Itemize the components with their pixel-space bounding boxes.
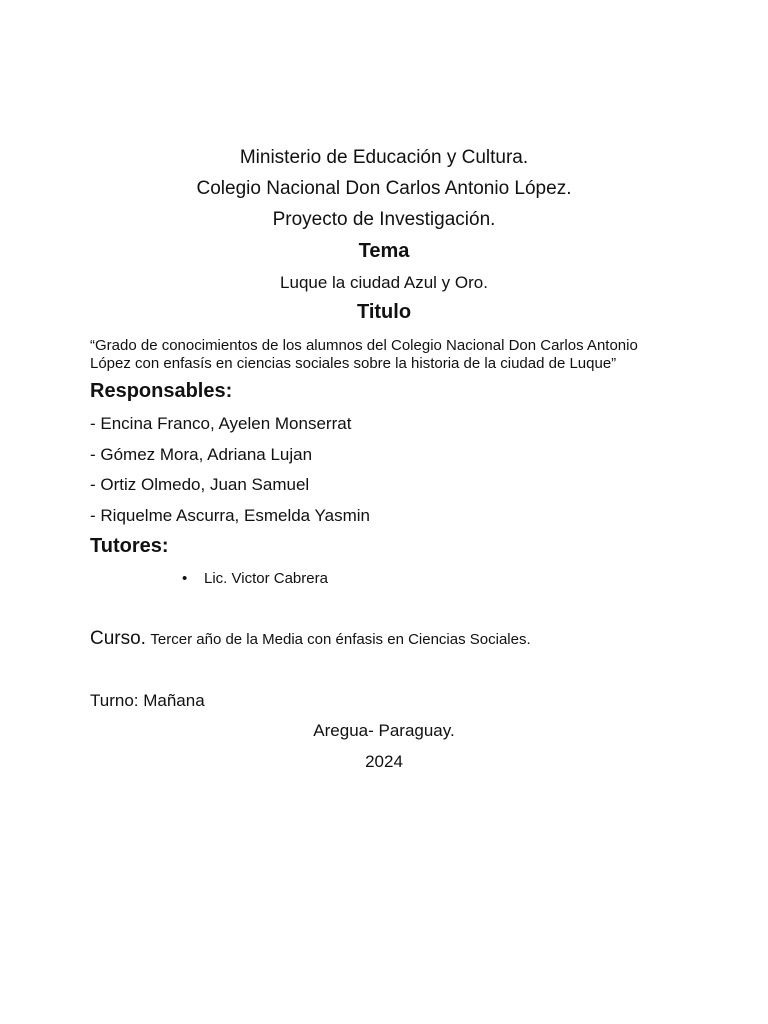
project-line: Proyecto de Investigación. <box>272 209 496 230</box>
responsable-item: - Encina Franco, Ayelen Monserrat <box>90 414 352 433</box>
responsable-item: - Gómez Mora, Adriana Lujan <box>90 445 313 464</box>
responsable-item: - Riquelme Ascurra, Esmelda Yasmin <box>90 506 370 525</box>
ministry-line: Ministerio de Educación y Cultura. <box>239 147 529 168</box>
responsable-item: - Ortiz Olmedo, Juan Samuel <box>90 475 310 494</box>
tutor-name: Lic. Victor Cabrera <box>204 570 328 587</box>
tutores-heading: Tutores: <box>90 535 169 557</box>
curso-label: Curso. <box>90 628 146 649</box>
tutor-item <box>182 570 328 587</box>
tema-heading: Tema <box>358 240 410 262</box>
titulo-heading: Titulo <box>356 301 412 323</box>
school-line: Colegio Nacional Don Carlos Antonio López. <box>196 178 572 199</box>
curso-line <box>90 628 531 650</box>
titulo-value: “Grado de conocimientos de los alumnos del Colegio Nacional Don Carlos Antonio López con enfasís en ciencias sociales sobre la historia de la ciudad de Luque” <box>90 337 638 372</box>
year-line: 2024 <box>365 752 403 771</box>
turno-line: Turno: Mañana <box>90 691 205 710</box>
responsables-heading: Responsables: <box>90 380 233 402</box>
bullet-icon: • <box>182 570 188 587</box>
place-line: Aregua- Paraguay. <box>313 721 455 740</box>
tema-value: Luque la ciudad Azul y Oro. <box>280 273 488 292</box>
curso-value: Tercer año de la Media con énfasis en Ciencias Sociales. <box>150 631 531 648</box>
